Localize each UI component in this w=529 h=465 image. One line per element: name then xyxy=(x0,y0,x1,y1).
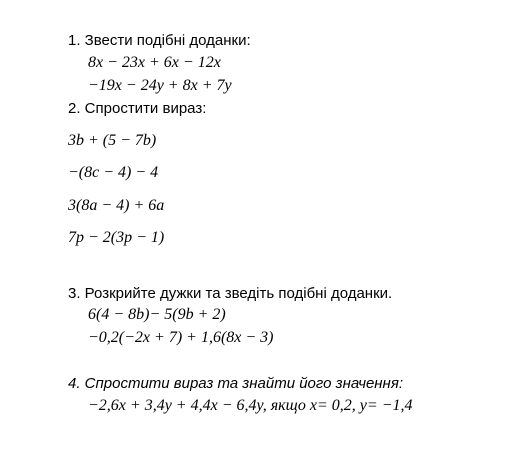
task-2-expression-3: 3(8a − 4) + 6a xyxy=(68,197,165,214)
task-1-heading: 1. Звести подібні доданки: xyxy=(68,32,251,49)
task-1-expression-2: −19x − 24y + 8x + 7y xyxy=(88,77,232,94)
task-2-heading: 2. Спростити вираз: xyxy=(68,100,207,117)
task-3-expression-1: 6(4 − 8b)− 5(9b + 2) xyxy=(88,306,226,323)
task-4-heading: 4. Спростити вираз та знайти його значення: xyxy=(68,375,403,392)
task-2-expression-1: 3b + (5 − 7b) xyxy=(68,132,157,149)
task-3-expression-2: −0,2(−2x + 7) + 1,6(8x − 3) xyxy=(88,329,274,346)
task-2-expression-4: 7p − 2(3p − 1) xyxy=(68,229,165,246)
task-1-expression-1: 8x − 23x + 6x − 12x xyxy=(88,54,221,71)
task-2-expression-2: −(8c − 4) − 4 xyxy=(68,164,159,181)
task-4-expression: −2,6x + 3,4y + 4,4x − 6,4y, якщо x= 0,2, y= −1,4 xyxy=(88,397,413,414)
task-3-heading: 3. Розкрийте дужки та зведіть подібні доданки. xyxy=(68,285,393,302)
